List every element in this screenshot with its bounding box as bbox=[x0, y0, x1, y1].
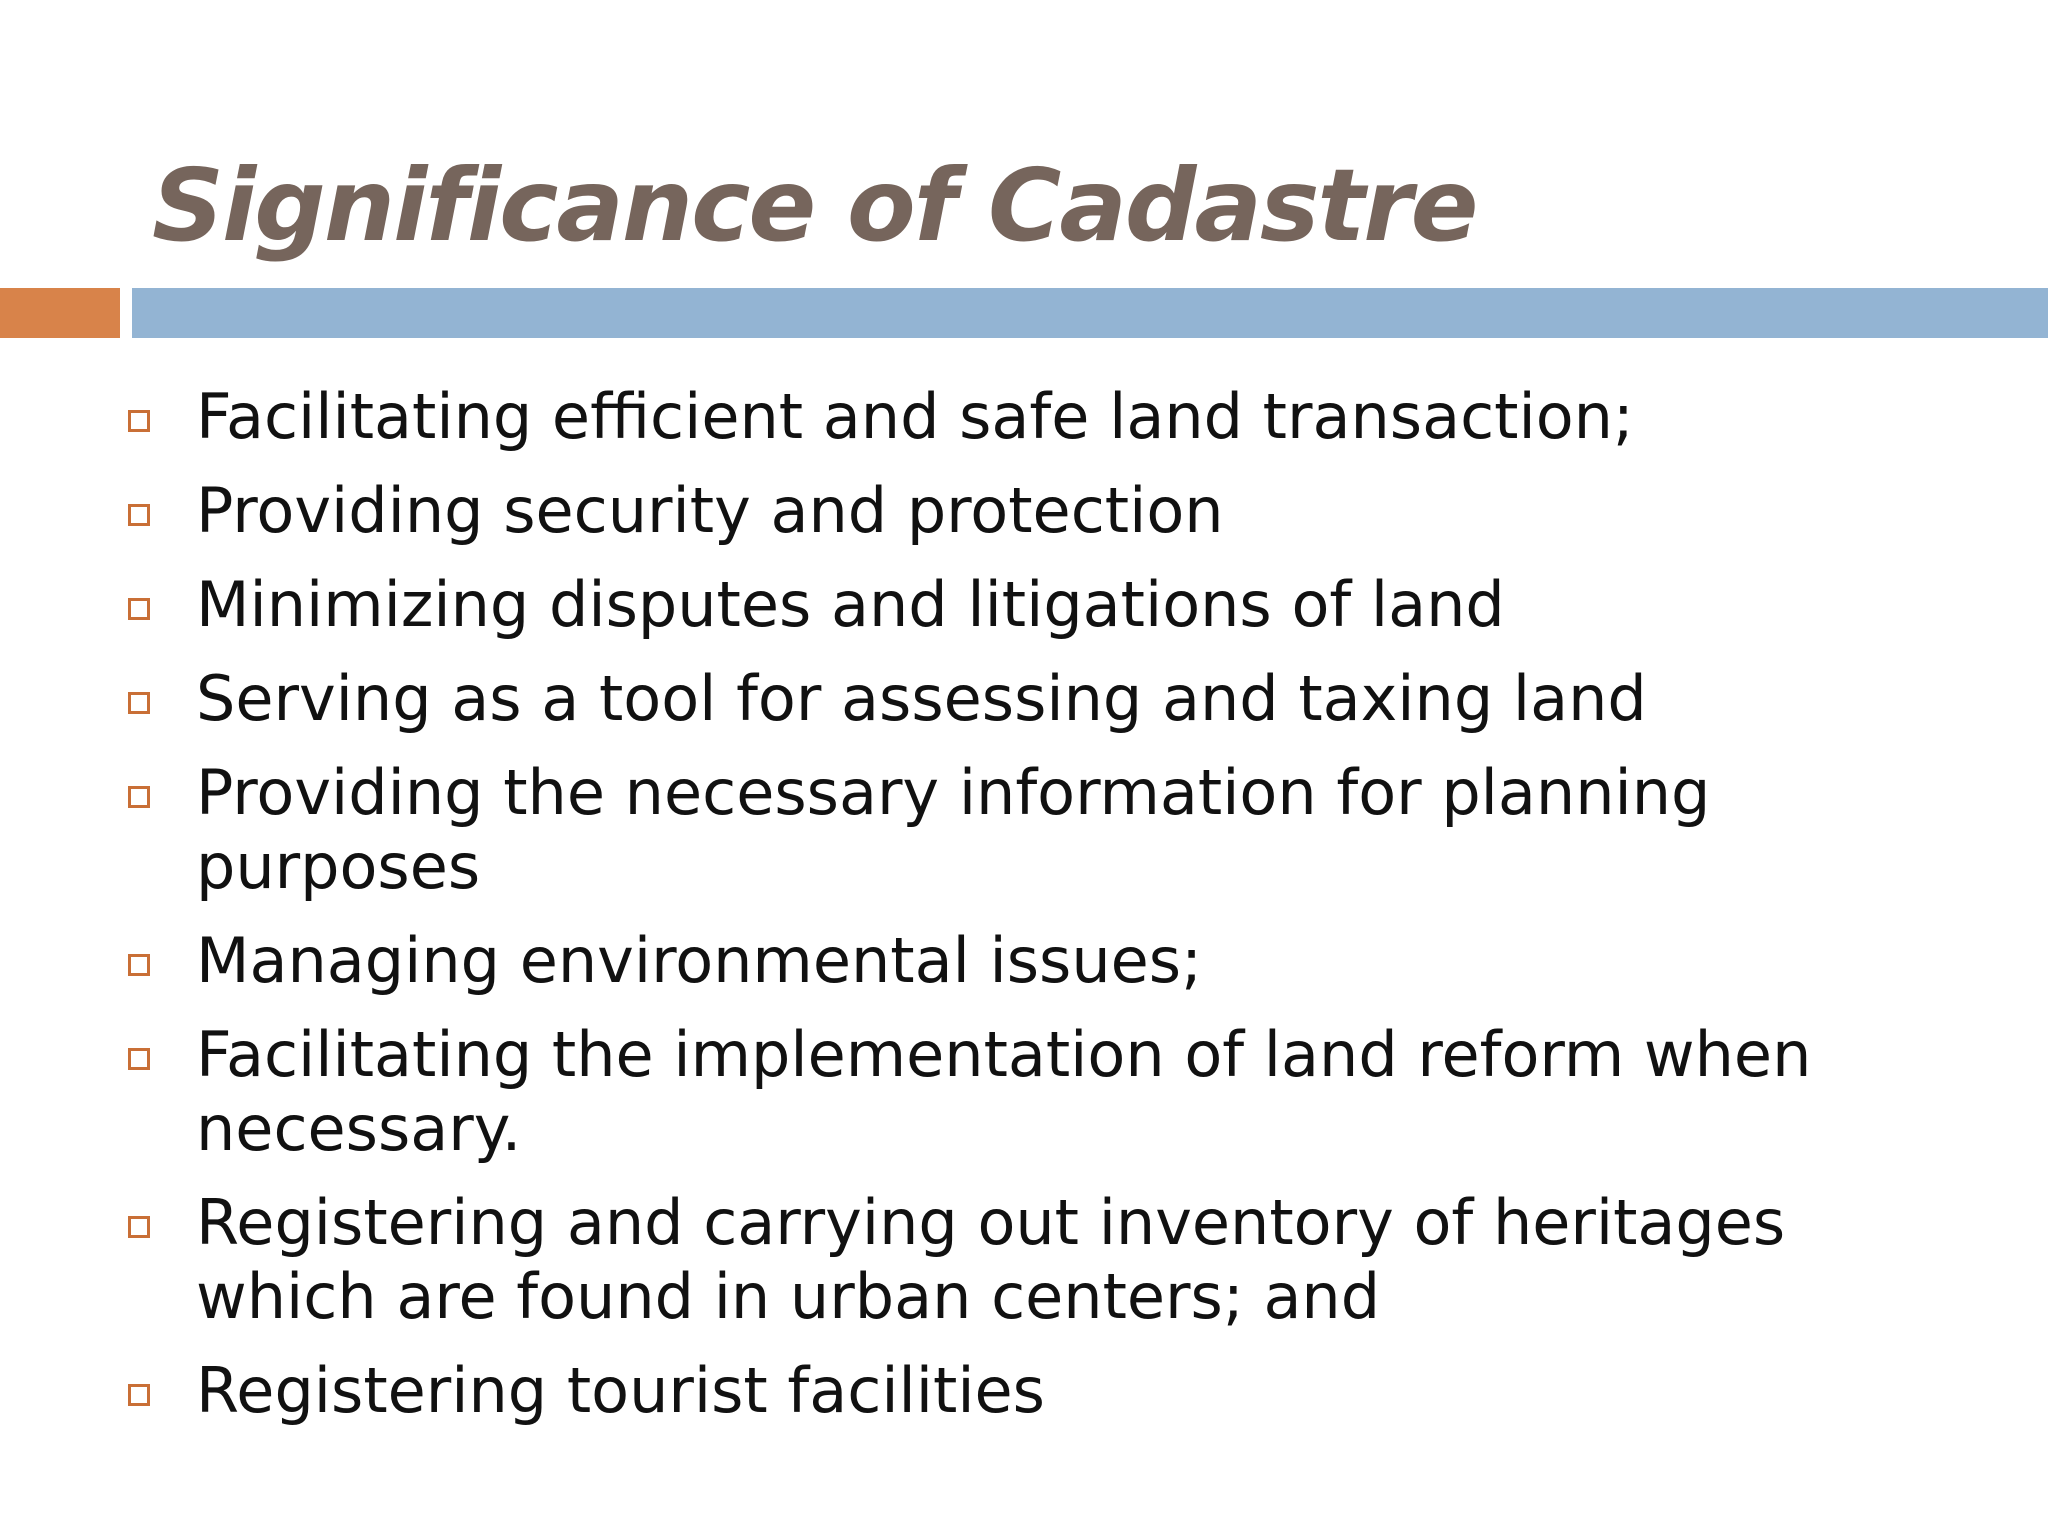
hollow-square-bullet-icon bbox=[128, 1384, 150, 1406]
list-item bbox=[120, 474, 1896, 548]
bullet-text: Facilitating efficient and safe land transaction; bbox=[196, 380, 1634, 453]
hollow-square-bullet-icon bbox=[128, 410, 150, 432]
bullet-text: Serving as a tool for assessing and taxing land bbox=[196, 662, 1647, 735]
bullet-text: Managing environmental issues; bbox=[196, 924, 1202, 997]
hollow-square-bullet-icon bbox=[128, 692, 150, 714]
list-item bbox=[120, 568, 1896, 642]
hollow-square-bullet-icon bbox=[128, 954, 150, 976]
bullet-text: Providing the necessary information for planning purposes bbox=[196, 756, 1711, 903]
slide-title: Significance of Cadastre bbox=[152, 147, 1477, 264]
hollow-square-bullet-icon bbox=[128, 1216, 150, 1238]
bullet-text: Registering tourist facilities bbox=[196, 1354, 1045, 1427]
list-item bbox=[120, 756, 1896, 904]
bullet-text: Registering and carrying out inventory of heritages which are found in urban centers; and bbox=[196, 1186, 1786, 1333]
title-accent-bar bbox=[0, 288, 120, 338]
hollow-square-bullet-icon bbox=[128, 504, 150, 526]
title-divider-bar bbox=[132, 288, 2048, 338]
bullet-text: Minimizing disputes and litigations of land bbox=[196, 568, 1505, 641]
list-item bbox=[120, 1354, 1896, 1428]
list-item bbox=[120, 1186, 1896, 1334]
list-item bbox=[120, 924, 1896, 998]
bullet-text: Facilitating the implementation of land reform when necessary. bbox=[196, 1018, 1812, 1165]
hollow-square-bullet-icon bbox=[128, 1048, 150, 1070]
hollow-square-bullet-icon bbox=[128, 786, 150, 808]
bullet-text: Providing security and protection bbox=[196, 474, 1224, 547]
bullet-list bbox=[120, 380, 2000, 1448]
list-item bbox=[120, 380, 1896, 454]
hollow-square-bullet-icon bbox=[128, 598, 150, 620]
list-item bbox=[120, 1018, 1896, 1166]
list-item bbox=[120, 662, 1896, 736]
